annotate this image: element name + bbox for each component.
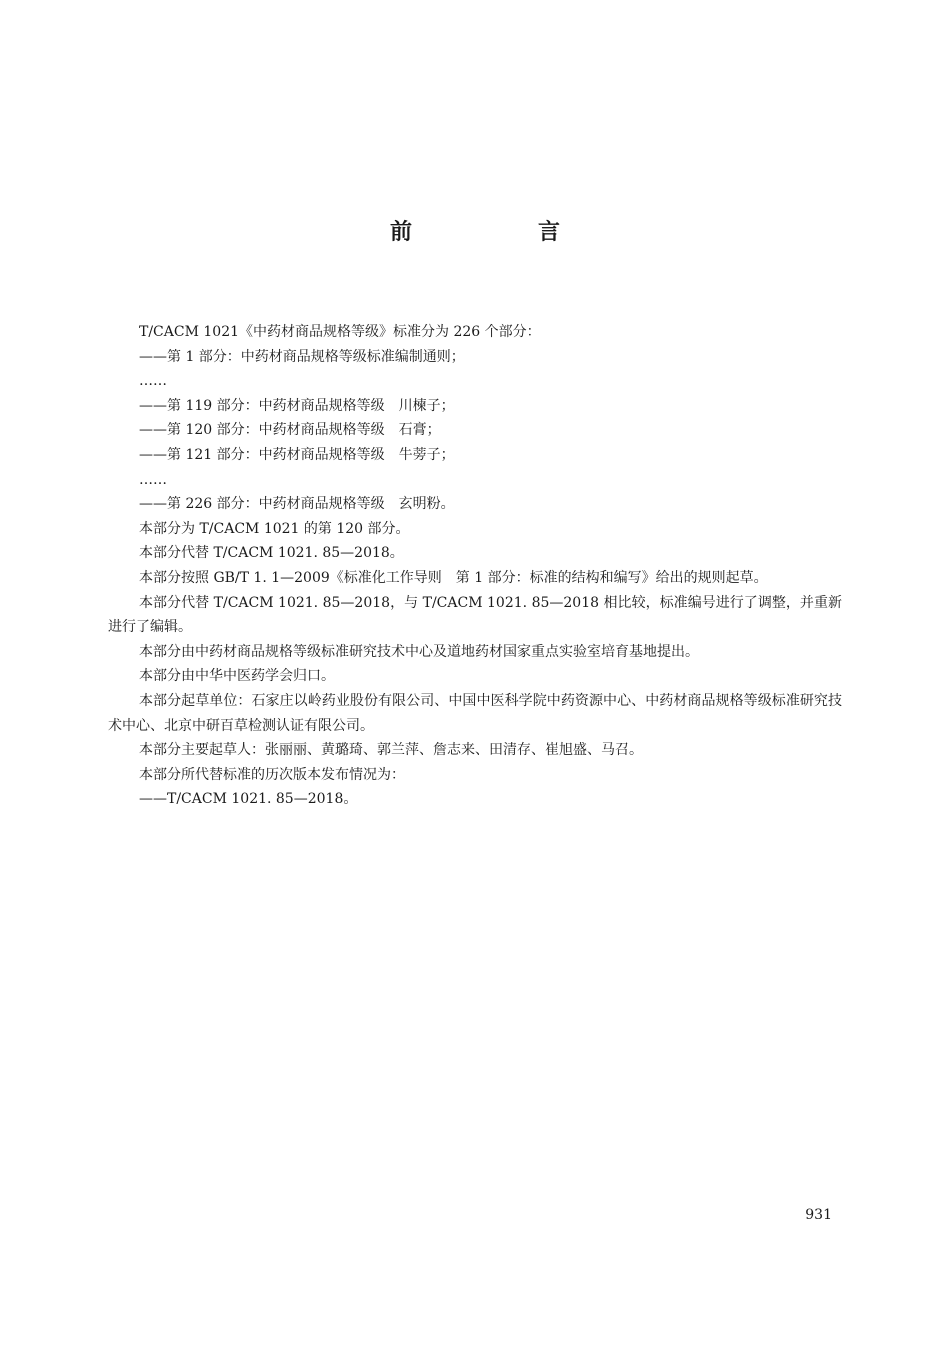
paragraph-centralized-by: 本部分由中华中医药学会归口。 [139, 668, 335, 685]
list-item-part-119: ——第 119 部分：中药材商品规格等级 川楝子； [139, 397, 455, 414]
ellipsis-2: …… [139, 471, 167, 488]
ellipsis-1: …… [139, 373, 167, 390]
list-item-part-226: ——第 226 部分：中药材商品规格等级 玄明粉。 [139, 496, 455, 513]
list-item-previous-edition: ——T/CACM 1021. 85—2018。 [139, 791, 358, 808]
paragraph-changes: 本部分代替 T/CACM 1021. 85—2018，与 T/CACM 1021. 85—2018 相比较，标准编号进行了调整，并重新进行了编辑。 [108, 594, 842, 636]
paragraph-this-part: 本部分为 T/CACM 1021 的第 120 部分。 [139, 520, 410, 537]
foreword-body [108, 320, 842, 812]
paragraph-standard-parts: T/CACM 1021《中药材商品规格等级》标准分为 226 个部分： [139, 324, 541, 340]
paragraph-drafters: 本部分主要起草人：张丽丽、黄璐琦、郭兰萍、詹志来、田清存、崔旭盛、马召。 [139, 742, 643, 759]
paragraph-proposed-by: 本部分由中药材商品规格等级标准研究技术中心及道地药材国家重点实验室培育基地提出。 [139, 643, 699, 660]
paragraph-drafting-units: 本部分起草单位：石家庄以岭药业股份有限公司、中国中医科学院中药资源中心、中药材商品规格等级标准研究技术中心、北京中研百草检测认证有限公司。 [108, 692, 842, 734]
list-item-part-120: ——第 120 部分：中药材商品规格等级 石膏； [139, 422, 441, 439]
page-title: 前 言 [389, 220, 612, 245]
paragraph-replaces: 本部分代替 T/CACM 1021. 85—2018。 [139, 545, 404, 562]
paragraph-history: 本部分所代替标准的历次版本发布情况为： [139, 766, 405, 783]
list-item-part-121: ——第 121 部分：中药材商品规格等级 牛蒡子； [139, 446, 455, 463]
page-number: 931 [805, 1207, 832, 1223]
list-item-part-1: ——第 1 部分：中药材商品规格等级标准编制通则； [139, 348, 465, 365]
paragraph-drafting-rules: 本部分按照 GB/T 1. 1—2009《标准化工作导则 第 1 部分：标准的结构和编写》给出的规则起草。 [139, 569, 768, 586]
